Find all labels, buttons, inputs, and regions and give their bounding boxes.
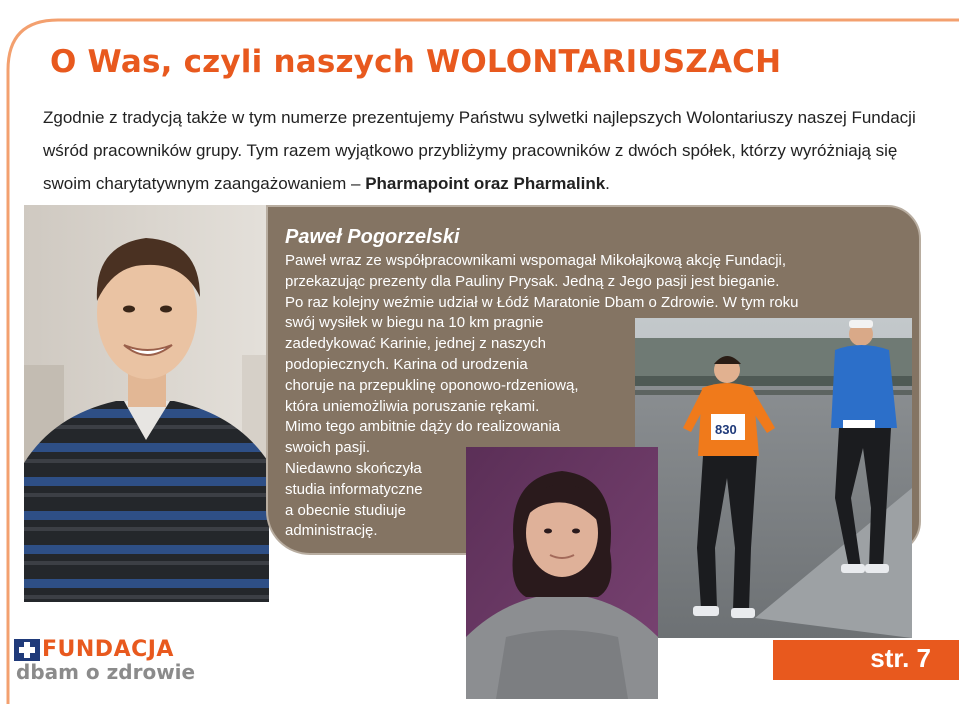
volunteer-description: Paweł wraz ze współpracownikami wspomagał Mikołajkową akcję Fundacji, przekazując prezenty dla Pauliny Prysak. Jedną z Jego pasji jest bieganie. Po raz kolejny weźmie udział w Łódź Maratonie Dbam o Zdrowie. W tym roku swój wysiłek w biegu na 10 km pragnie zadedykować Karinie, jednej z naszych podopiecznych. Karina od urodzenia choruje na przepuklinę oponowo-rdzeniową, która uniemożliwia poruszanie rękami. Mimo tego ambitnie dąży do realizowania swoich pasji. Niedawno skończyła studia informatyczne a obecnie studiuje administrację. [285, 252, 799, 540]
karina-photo [466, 447, 658, 699]
portrait-photo [24, 205, 269, 602]
foundation-logo [12, 637, 222, 683]
intro-end: . [605, 174, 610, 193]
intro-paragraph [43, 101, 943, 200]
page-number-badge [773, 640, 959, 680]
logo-line-fundacja: FUNDACJA [42, 637, 174, 662]
marathon-photo [635, 318, 912, 638]
volunteer-name: Paweł Pogorzelski [285, 226, 460, 248]
page-number: str. 7 [870, 643, 931, 673]
page-title: O Was, czyli naszych WOLONTARIUSZACH [50, 44, 782, 80]
plus-cross-icon [14, 639, 40, 661]
logo-line-dbam: dbam o zdrowie [16, 660, 196, 684]
intro-companies: Pharmapoint oraz Pharmalink [365, 174, 606, 193]
intro-text: Zgodnie z tradycją także w tym numerze prezentujemy Państwu sylwetki najlepszych Wolontariuszy naszej Fundacji wśród pracowników grupy. Tym razem wyjątkowo przybliżymy pracowników z dwóch spółek, którzy wyróżniają się swoim charytatywnym zaangażowaniem – [43, 108, 916, 193]
front-runner-bib: 830 [715, 422, 737, 437]
